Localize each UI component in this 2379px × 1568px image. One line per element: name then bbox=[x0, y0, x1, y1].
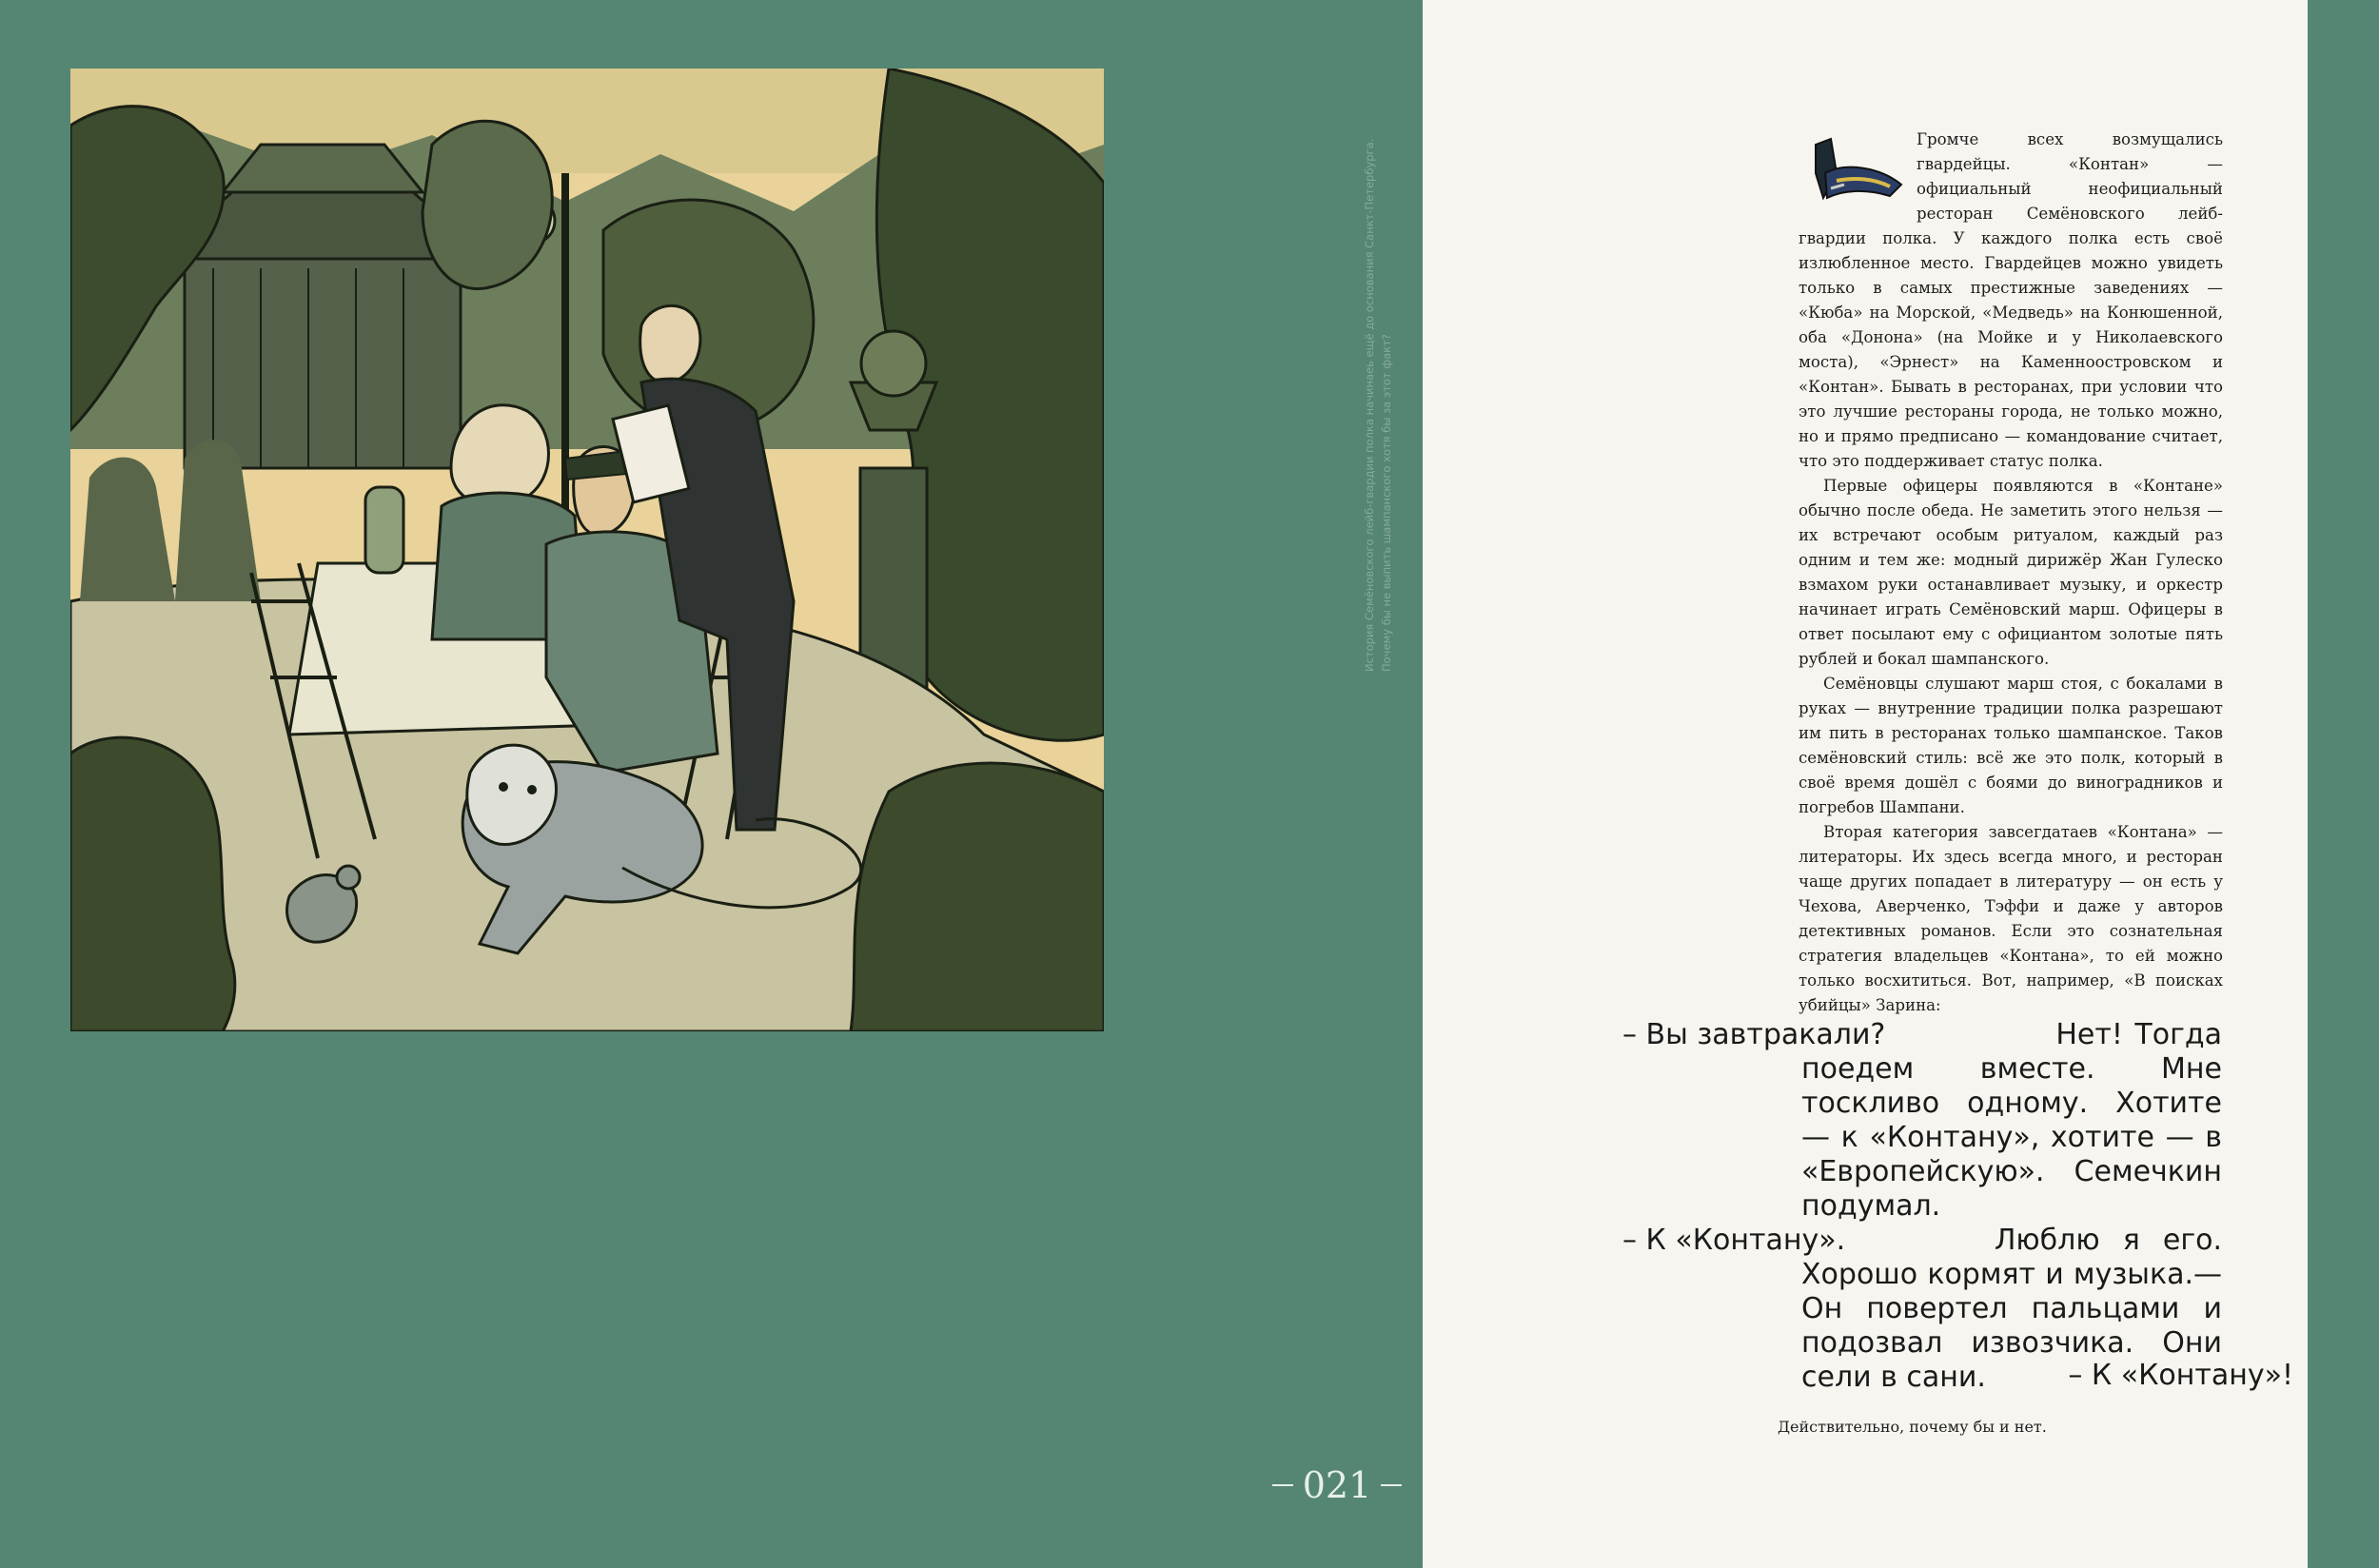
page-number-text: 021 bbox=[1302, 1464, 1372, 1506]
paragraph-1 bbox=[1799, 127, 2223, 474]
officer-cap-icon bbox=[1799, 135, 1911, 207]
quote-final-line: – К «Контану»! bbox=[2068, 1359, 2293, 1392]
quote-1-rest: Нет! Тогда поедем вместе. Мне тоскливо одному. Хотите — к «Контану», хотите — в «Европейскую». Семечкин подумал. bbox=[1801, 1018, 2222, 1223]
literary-quote bbox=[1622, 1018, 2222, 1395]
closing-line: Действительно, почему бы и нет. bbox=[1778, 1418, 2047, 1436]
page-number-dash-right bbox=[1381, 1484, 1402, 1486]
caption-line-2: Почему бы не выпить шампанского хотя бы за этот факт? bbox=[1380, 334, 1393, 672]
paragraph-1-text: Громче всех возмущались гвардейцы. «Контан» — официальный неофициальный ресторан Семёновского лейб-гвардии полка. У каждого полка есть своё излюбленное место. Гвардейцев можно увидеть только в самых престижные заведениях — «Кюба» на Морской, «Медведь» на Конюшенной, оба «Донона» (на Мойке и у Николаевского моста), «Эрнест» на Каменноостровском и «Контан». Бывать в ресторанах, при условии что это лучшие рестораны города, не только можно, но и прямо предписано — командование считает, что это поддерживает статус полка. bbox=[1799, 130, 2223, 470]
image-caption bbox=[1361, 129, 1403, 672]
article-body bbox=[1799, 127, 2223, 1018]
quote-1-lead: – Вы завтракали? bbox=[1622, 1018, 1886, 1051]
restaurant-scene-illustration bbox=[70, 69, 1104, 1031]
quote-2-lead: – К «Контану». bbox=[1622, 1224, 1846, 1257]
caption-line-1: История Семёновского лейб-гвардии полка начинаеь ещё до основания Санкт-Петербурга. bbox=[1363, 138, 1376, 672]
paragraph-4: Вторая категория завсегдатаев «Контана» — литераторы. Их здесь всегда много, и ресторан чаще других попадает в литературу — он есть у Чехова, Аверченко, Тэффи и даже у авторов детективных романов. Если это сознательная стратегия владельцев «Контана», то ей можно только восхититься. Вот, например, «В поисках убийцы» Зарина: bbox=[1799, 823, 2223, 1014]
page-number bbox=[1266, 1461, 1408, 1509]
paragraph-2: Первые офицеры появляются в «Контане» обычно после обеда. Не заметить этого нельзя — их встречают особым ритуалом, каждый раз одним и тем же: модный дирижёр Жан Гулеско взмахом руки останавливает музыку, и оркестр начинает играть Семёновский марш. Офицеры в ответ посылают ему с официантом золотые пять рублей и бокал шампанского. bbox=[1799, 477, 2223, 668]
right-page-edge bbox=[2308, 0, 2379, 1568]
quote-2-rest: Люблю я его. Хорошо кормят и музыка.— Он повертел пальцами и подозвал извозчика. Они сели в сани. bbox=[1801, 1224, 2222, 1394]
page-number-dash-left bbox=[1272, 1484, 1293, 1486]
paragraph-3: Семёновцы слушают марш стоя, с бокалами в руках — внутренние традиции полка разрешают им пить в ресторанах только шампанское. Таков семёновский стиль: всё же это полк, который в своё время дошёл с боями до виноградников и погребов Шампани. bbox=[1799, 675, 2223, 816]
quote-paragraph-1 bbox=[1622, 1018, 2222, 1224]
